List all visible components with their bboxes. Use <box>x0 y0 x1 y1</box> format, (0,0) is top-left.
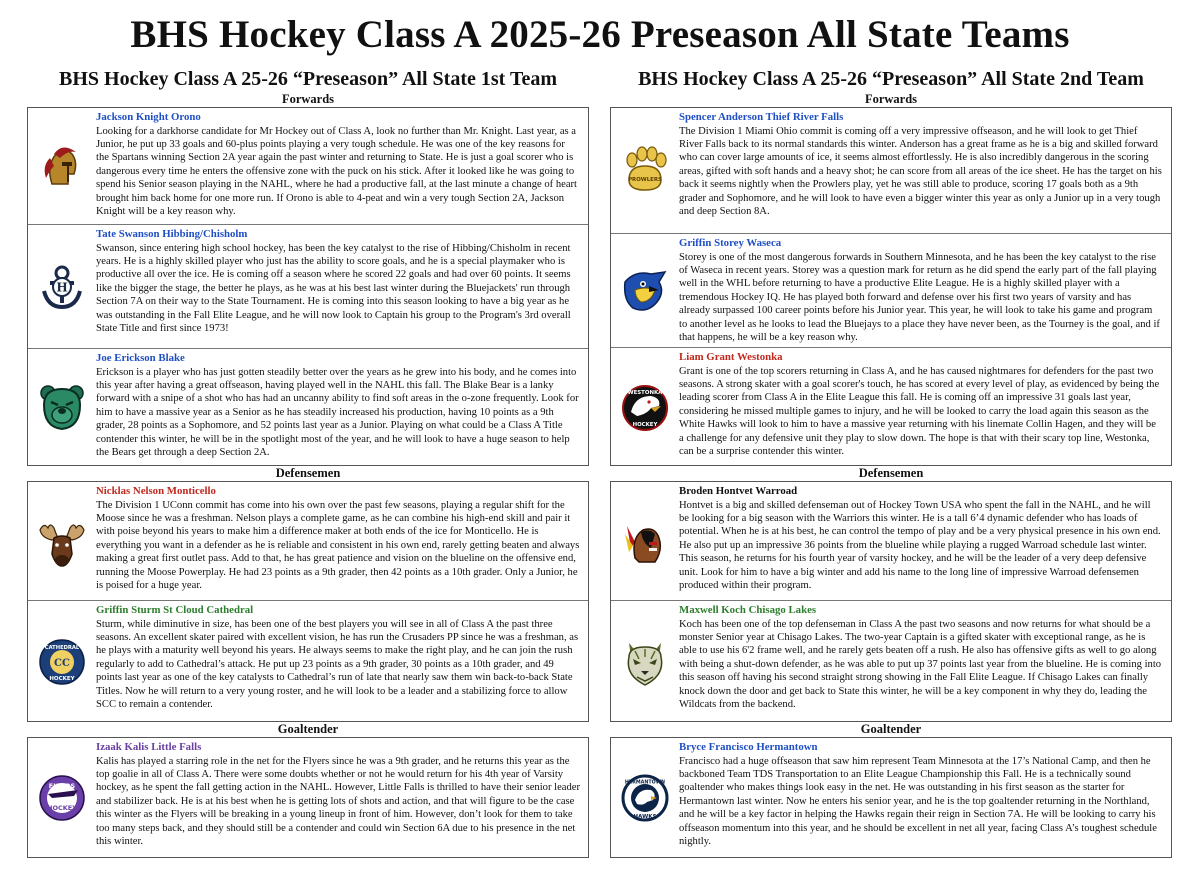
player-name: Bryce Francisco Hermantown <box>679 741 818 753</box>
player-name: Izaak Kalis Little Falls <box>96 741 202 753</box>
spartan-helmet-icon <box>38 144 86 192</box>
moose-icon <box>38 520 86 568</box>
first-team-forwards-box <box>27 107 589 466</box>
page-title: BHS Hockey Class A 2025-26 Preseason All State Teams <box>130 13 1070 56</box>
warrior-head-icon <box>621 518 669 566</box>
player-name: Maxwell Koch Chisago Lakes <box>679 604 817 616</box>
westonka-logo-bottom-text: HOCKEY <box>632 422 658 428</box>
player-card <box>611 482 1171 600</box>
second-team-goalie-box <box>610 737 1172 858</box>
player-card <box>28 738 588 857</box>
player-description: Looking for a darkhorse candidate for Mr Hockey out of Class A, look no further than Mr. Knight. Last year, as a Junior, he put up 33 goals and 60-plus points playing a very tough schedule. He was one of the key reasons for the Spartans winning Section 2A year again the past winter and returning to State. He is just a goal scorer who is dangerous every time he enters the offensive zone with the puck on his stick. After it looked like he was going to spend his Senior season playing in the NAHL, where he had a productive fall, at the last minute a change of heart brought him back home for one more run. If Orono is able to 4-peat and win a very tough Section 2A, Jackson Knight will be a key reason why. <box>96 125 577 218</box>
player-description: Sturm, while diminutive in size, has been one of the best players you will see in all of Class A the past three seasons. An excellent skater paired with excellent vision, he has run the Crusaders PP since he was a freshman, as he plays with a maturity well beyond his years. He always seems to make the right play, and he can join the rush regularly to add to Cathedral’s attack. He put up 23 points as a 9th grader, 30 points as a 10th grader, and 49 points last year as one of the key catalysts to Cathedral’s run of late that nearly saw them win back-to-back State Titles. Now he will return to a very young roster, and he will look to be a leader and a stabilizing force to allow SCC to remain a contender. <box>96 618 579 711</box>
wildcat-icon <box>621 639 669 687</box>
player-card <box>28 224 588 348</box>
first-team-defense-heading: Defensemen <box>275 466 341 480</box>
second-team-column <box>610 66 1172 858</box>
player-description: Grant is one of the top scorers returning in Class A, and he has caused nightmares for defenders for the past two seasons. A strong skater with a goal scorer's touch, he has scored at every level of play, as evidenced by being the leading scorer from Class A in the Elite League this fall. He is coming off an impressive 31 goals last year, considering he missed multiple games to injury, and he will be looked to carry the load again this season as the White Hawks will look to him to have a massive year returning with his linemate Collin Hagen, and they will be a challenge for any defensive unit they play to slow down. The hope is that with their scary top line, Westonka, can be a surprise contender this winter. <box>679 365 1160 458</box>
first-team-column <box>27 66 589 858</box>
first-team-forwards-heading: Forwards <box>281 92 335 106</box>
player-name: Broden Hontvet Warroad <box>679 485 798 497</box>
first-team-defense-box <box>27 481 589 722</box>
player-description: Storey is one of the most dangerous forwards in Southern Minnesota, and he has been the key catalyst to the rise of Waseca in recent years. Storey was a question mark for return as he did spend the early part of the fall playing well in the WHL before returning to have a productive Elite League. He is a highly skilled player with a tremendous Hockey IQ. He has played both forward and defense over his first two years of varsity and has already surpassed 100 career points before his Junior year. This year, he will look to take his game and program to another level as he looks to lead the Bluejays to a place they have never been, as the Tourney is the goal, and if that happens, he will be a key reason why. <box>679 251 1160 344</box>
cathedral-logo-mid-text: CC <box>54 658 70 669</box>
hermantown-logo-bottom-text: HAWKS <box>633 814 657 820</box>
player-name: Joe Erickson Blake <box>96 352 185 364</box>
player-name: Griffin Storey Waseca <box>679 237 782 249</box>
player-name: Tate Swanson Hibbing/Chisholm <box>96 228 248 240</box>
first-team-goalie-heading: Goaltender <box>277 722 339 736</box>
second-team-title: BHS Hockey Class A 25-26 “Preseason” All State 2nd Team <box>638 68 1144 90</box>
hermantown-logo-top-text: HERMANTOWN <box>624 780 666 786</box>
flyers-hockey-icon <box>38 774 86 822</box>
player-description: Erickson is a player who has just gotten steadily better over the years as he grew into his body, and he comes into this year after having a great offseason, having played well in the NAHL this fall. The Blake Bear is a lanky forward with a snipe of a shot who has had an uncanny ability to find soft areas in the o-zone frequently. Look for him to have a massive year as a Senior as he has steadily increased his production, having 10 points as a 9th grader, 28 points as a Sophomore, and 52 points last year as a Junior. Playing on what could be a Class A Title contender this winter, he will be in the spotlight most of the year, and he will look to have a huge season to help the Bears get through a deep Section 2A. <box>96 366 579 459</box>
player-card <box>28 348 588 465</box>
first-team-goalie-box <box>27 737 589 858</box>
first-team-title: BHS Hockey Class A 25-26 “Preseason” All State 1st Team <box>59 68 557 90</box>
second-team-defense-heading: Defensemen <box>858 466 924 480</box>
second-team-defense-box <box>610 481 1172 722</box>
cathedral-logo-bottom-text: HOCKEY <box>49 676 75 682</box>
player-description: Swanson, since entering high school hockey, has been the key catalyst to the rise of Hibbing/Chisholm in recent years. He is a highly skilled player who just has the ability to score goals, and he is a special playmaker who is productive all over the ice. He is coming off a season where he scored 22 goals and had over 60 points. It seems like the bigger the stage, the better he plays, as he was at his best last winter during the Bluejackets' run through Section 7A on their way to the State Tournament. He is coming into this season looking to have a big year as he was outstanding in the Fall Elite League, and he will now look to Captain his group to the Program's 3rd overall State Title and first since 1973! <box>96 242 571 335</box>
second-team-goalie-heading: Goaltender <box>860 722 922 736</box>
hermantown-hawks-icon <box>621 774 669 822</box>
cathedral-logo-top-text: CATHEDRAL <box>44 645 80 651</box>
player-card <box>611 347 1171 465</box>
player-name: Griffin Sturm St Cloud Cathedral <box>96 604 254 616</box>
anchor-logo-letter: H <box>56 280 68 295</box>
player-description: The Division 1 UConn commit has come into his own over the past few seasons, playing a regular shift for the Moose since he was a freshman. Nelson plays a complete game, as he can combine his high-end skill and pair it with poise beyond his years to make him a difference maker at both ends of the ice for Monticello. He is everything you want in a defender as he is reliable and consistent in his own end, rarely getting beaten and always making a great first outlet pass. Add to that, he has great patience and vision on the blueline on the offensive end, running the Moose Powerplay. He had 23 points as a 9th grader, then 42 points as a 10th grader. Only a Junior, he is poised for a huge year. <box>96 499 580 592</box>
flyers-logo-top-text: FLYERS <box>48 782 76 790</box>
player-name: Liam Grant Westonka <box>679 351 783 363</box>
second-team-forwards-box <box>610 107 1172 466</box>
player-description: Kalis has played a starring role in the net for the Flyers since he was a 9th grader, and he returns this year as the top goalie in all of Class A. There were some doubts whether or not he would return for his 4th year of Varsity hockey, as he spent the fall getting action in the NAHL. However, Little Falls is thrilled to have their senior leader and stabilizer back. He is at his best when he is getting lots of shots and action, and that will figure to be the case this winter as the Flyers will be breaking in a young lineup in front of him. However, don’t look for them to take too many steps back, and they should still be a contender and could win Section 6A due to his presence in the net this winter. <box>96 755 581 848</box>
westonka-logo-top-text: WESTONKA <box>627 390 663 396</box>
bear-icon <box>38 383 86 431</box>
player-name: Nicklas Nelson Monticello <box>96 485 216 497</box>
bluejay-icon <box>621 268 669 316</box>
player-card <box>611 600 1171 721</box>
player-card <box>28 600 588 721</box>
player-name: Spencer Anderson Thief River Falls <box>679 111 844 123</box>
second-team-forwards-heading: Forwards <box>864 92 918 106</box>
player-card <box>28 482 588 600</box>
anchor-icon <box>38 263 86 311</box>
flyers-logo-bottom-text: HOCKEY <box>47 804 77 812</box>
player-description: Francisco had a huge offseason that saw him represent Team Minnesota at the 17’s National Camp, and then he backboned Team TDS Transportation to an Elite League Championship this Fall. He is a technically sound goaltender who makes things look easy in the net. He was outstanding in his first season as the starter for Hermantown last winter. Now he enters his senior year, and he is the top goaltender returning in the Northland, and he will be a key factor in helping the Hawks regain their reign in Section 7A. He will be looking to carry his offseason momentum into this year, and he should be excellent in net all year, facing Class A’s toughest schedule nightly. <box>679 755 1157 848</box>
player-card <box>611 233 1171 347</box>
player-name: Jackson Knight Orono <box>96 111 201 123</box>
player-description: Koch has been one of the top defenseman in Class A the past two seasons and now returns for what should be a monster Senior year at Chisago Lakes. The two-year Captain is a gifted skater with exceptional range, as he is able to use his 6'2 frame well, and he rarely gets beaten off a rush. He also has offensive gifts as well to go along with being a shut-down defender, as he was able to put up 37 points last year from the blueline. He is coming into this season off having his second straight strong showing in the Fall Elite League. If Chisago Lakes can finally knock down the door and get back to State this winter, he will be a key component in why they do, leading the Wildcats from the backend. <box>679 618 1162 711</box>
paw-logo-text: PROWLERS <box>628 177 662 183</box>
player-card <box>611 108 1171 233</box>
cathedral-hockey-icon <box>38 638 86 686</box>
white-hawk-icon <box>621 384 669 432</box>
player-card <box>28 108 588 224</box>
paw-icon <box>621 146 669 194</box>
player-card <box>611 738 1171 857</box>
player-description: The Division 1 Miami Ohio commit is coming off a very impressive offseason, and he will look to get Thief River Falls back to its normal standards this winter. Anderson has a great frame as he is a big and skilled forward who can cover large amounts of ice, it seems almost effortlessly. He is also incredibly dangerous in the scoring areas, gifted with soft hands and a heavy shot; he can score from all areas of the ice sheet. He has the target on his back it seems nightly when the Prowlers play, yet he was still able to produce, scoring 17 goals both as a 9th grader and Sophomore, and he will look to have even a bigger winter this year as only a Junior up in a very tough and deep Section 8A. <box>679 125 1162 218</box>
player-description: Hontvet is a big and skilled defenseman out of Hockey Town USA who spent the fall in the NAHL, and he will be looking for a big season with the Warriors this winter. He is a tall 6’4 dynamic defender who has loads of potential. When he is at his best, he can control the tempo of play and be a very physical presence in his own end. He also put up an impressive 36 points from the blueline while playing a rugged Warroad schedule last winter. This season, he returns for his fourth year of varsity hockey, and he will be the leader of a very deep defensive unit. Look for him to have a big winter and add his name to the long line of impressive Warroad defensemen produced within their program. <box>679 499 1161 592</box>
